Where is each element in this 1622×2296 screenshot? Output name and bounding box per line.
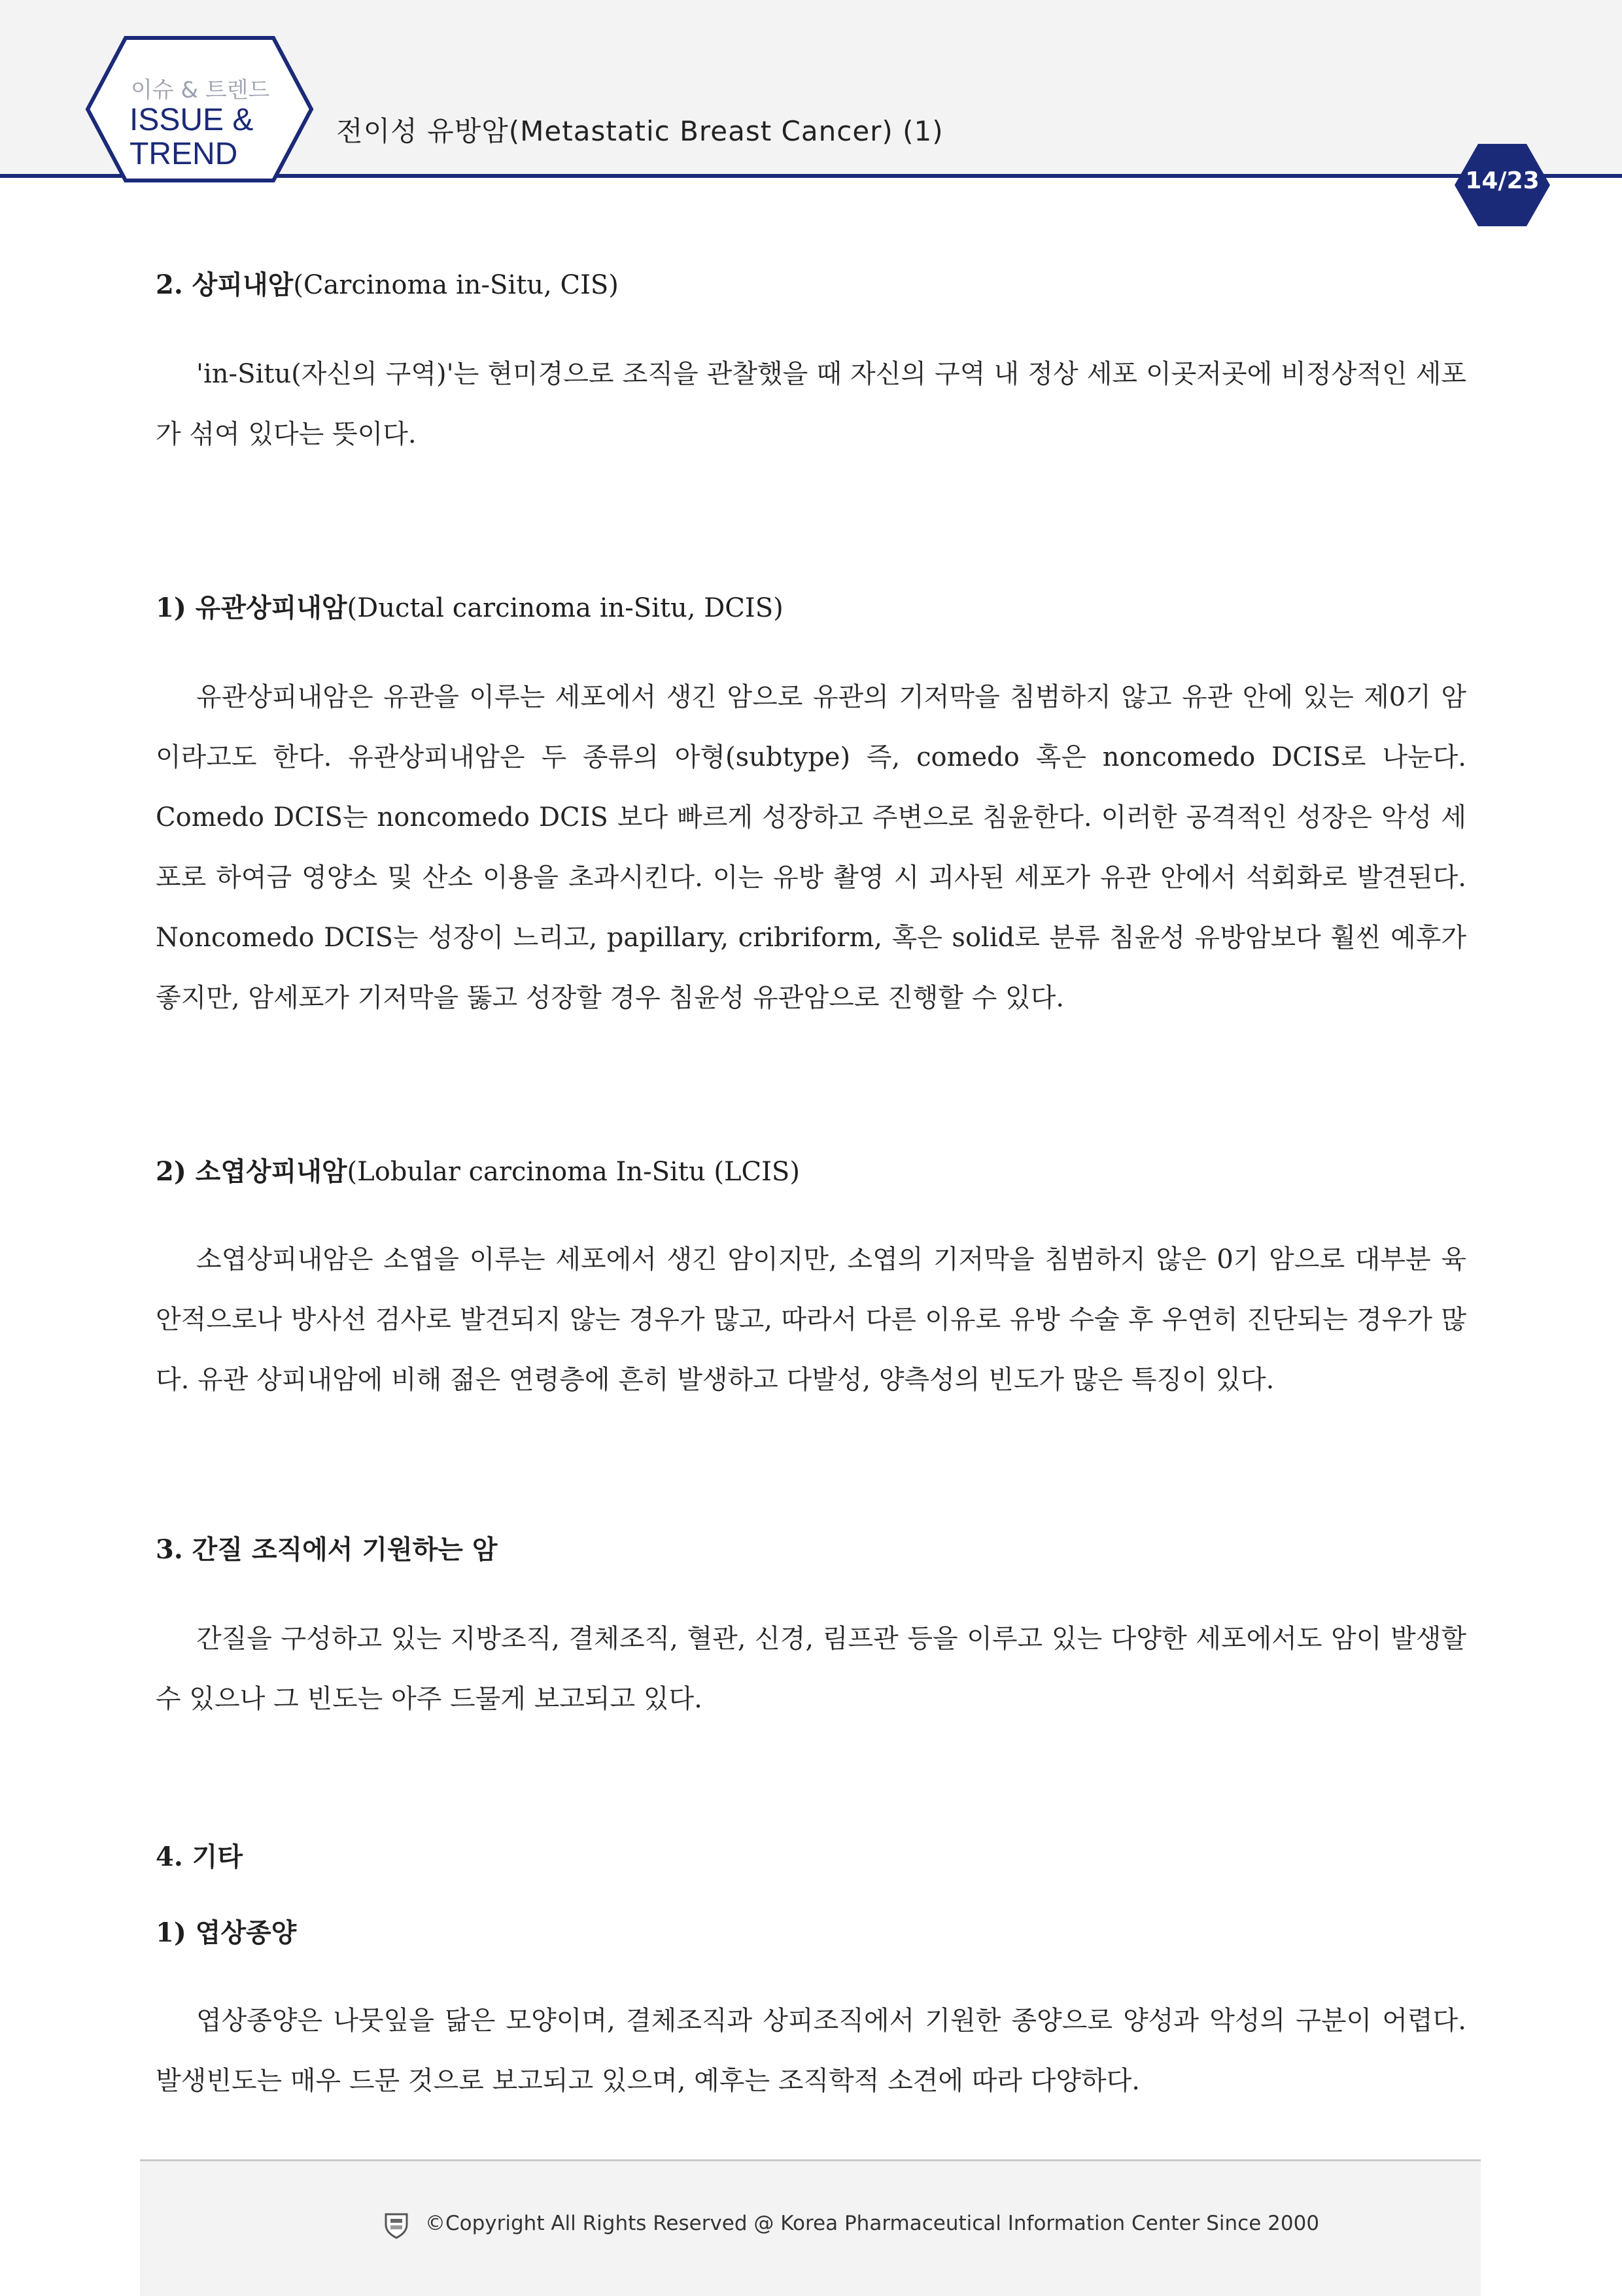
section-heading-lcis-title: 2) 소엽상피내암 (156, 1156, 347, 1187)
footer-copyright: ©Copyright All Rights Reserved @ Korea Pharmaceutical Information Center Since 2000 (425, 2212, 1320, 2235)
logo-korean-label: 이슈 & 트렌드 (131, 77, 270, 103)
logo-text (129, 103, 286, 171)
shield-emblem-icon (382, 2210, 411, 2239)
logo-line-issue: ISSUE & (129, 103, 254, 137)
paragraph-phyllodes: 엽상종양은 나뭇잎을 닮은 모양이며, 결체조직과 상피조직에서 기원한 종양으로 양성과 악성의 구분이 어렵다. 발생빈도는 매우 드문 것으로 보고되고 있으며, 예후는 조직학적 소견에 따라 다양하다. (156, 2006, 1466, 2096)
paragraph-stromal: 간질을 구성하고 있는 지방조직, 결체조직, 혈관, 신경, 림프관 등을 이루고 있는 다양한 세포에서도 암이 발생할 수 있으나 그 빈도는 아주 드물게 보고되고 있다. (156, 1624, 1466, 1714)
section-heading-dcis-title: 1) 유관상피내암 (156, 592, 347, 623)
section-heading-cis (156, 264, 619, 301)
section-heading-lcis (156, 1151, 800, 1188)
section-heading-dcis (156, 587, 784, 625)
paragraph-cis: 'in-Situ(자신의 구역)'는 현미경으로 조직을 관찰했을 때 자신의 구역 내 정상 세포 이곳저곳에 비정상적인 세포가 섞여 있다는 뜻이다. (156, 359, 1466, 449)
document-title: 전이성 유방암(Metastatic Breast Cancer) (1) (336, 115, 944, 147)
paragraph-lcis: 소엽상피내암은 소엽을 이루는 세포에서 생긴 암이지만, 소엽의 기저막을 침범하지 않은 0기 암으로 대부분 육안적으로나 방사선 검사로 발견되지 않는 경우가 많고, 따라서 다른 이유로 유방 수술 후 우연히 진단되는 경우가 많다. 유관 상피내암에 비해 젊은 연령층에 흔히 발생하고 다발성, 양측성의 빈도가 많은 특징이 있다. (156, 1244, 1466, 1395)
logo-line-trend: TREND (129, 137, 238, 171)
section-heading-stromal: 3. 간질 조직에서 기원하는 암 (156, 1534, 498, 1565)
paragraph-dcis: 유관상피내암은 유관을 이루는 세포에서 생긴 암으로 유관의 기저막을 침범하지 않고 유관 안에 있는 제0기 암이라고도 한다. 유관상피내암은 두 종류의 아형(subtype) 즉, comedo 혹은 noncomedo DCIS로 나눈다. Comedo DCIS는 noncomedo DCIS 보다 빠르게 성장하고 주변으로 침윤한다. 이러한 공격적인 성장은 악성 세포로 하여금 영양소 및 산소 이용을 초과시킨다. 이는 유방 촬영 시 괴사된 세포가 유관 안에서 석회화로 발견된다. Noncomedo DCIS는 성장이 느리고, papillary, cribriform, 혹은 solid로 분류 침윤성 유방암보다 훨씬 예후가 좋지만, 암세포가 기저막을 뚫고 성장할 경우 침윤성 유관암으로 진행할 수 있다. (156, 682, 1466, 1013)
section-heading-dcis-suffix: (Ductal carcinoma in-Situ, DCIS) (347, 593, 784, 623)
page-number: 14/23 (1465, 167, 1540, 194)
section-heading-cis-suffix: (Carcinoma in-Situ, CIS) (293, 270, 619, 300)
section-heading-lcis-suffix: (Lobular carcinoma In-Situ (LCIS) (347, 1157, 800, 1187)
section-heading-cis-title: 2. 상피내암 (156, 269, 294, 300)
section-heading-other: 4. 기타 (156, 1842, 243, 1872)
section-heading-phyllodes: 1) 엽상종양 (156, 1917, 297, 1948)
